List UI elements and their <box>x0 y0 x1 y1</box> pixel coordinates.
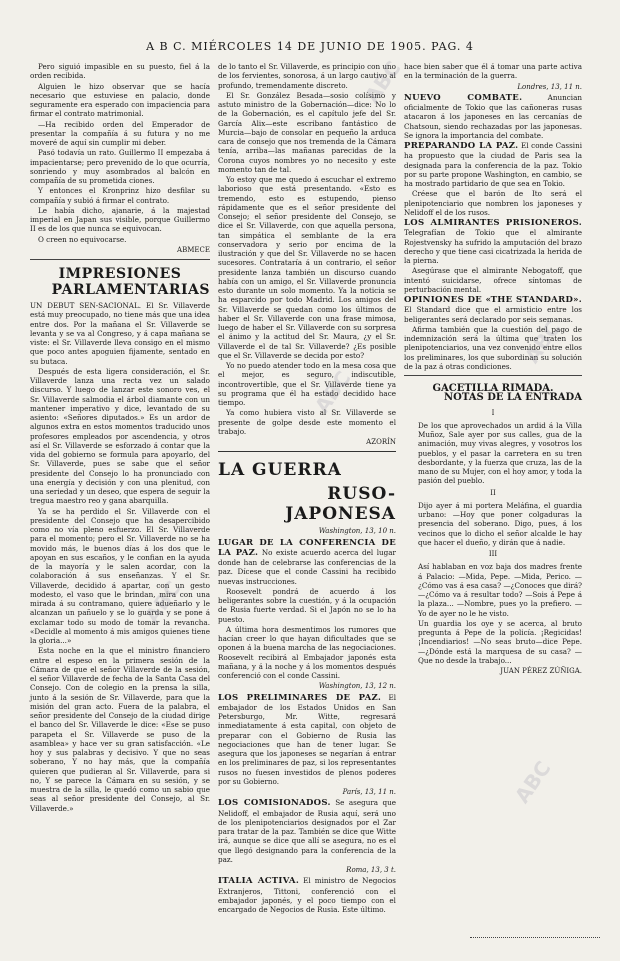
news-text: El conde Cassini ha propuesto que la ciudad de Paris sea la designada para la conferencia de la paz. Tokio por su parte propone Washington, en cambio, se ha mostrado partidario de que sea en Tokio. <box>404 141 583 188</box>
author-signature: AZORÍN <box>366 438 396 446</box>
footer-rule <box>470 937 600 941</box>
dateline: Londres, 13, 11 n. <box>517 82 582 91</box>
divider <box>30 259 210 260</box>
paragraph: de lo tanto el Sr. Villaverde, es principio con uno de los fervientes, sonorosa, á un largo cautivo al profundo, tremendamente discreto. <box>218 62 396 90</box>
verse: De los que aprovechados un ardid á la Villa Muñoz, Sale ayer por sus calles, gua de la animación, muy vivas alegres, y vosotros los pueblos, y el pasar la carretera en su tren desbordante, y la fuerza que cruza, las de la mano de su Mujer, con el hoy amor, y toda la pasión del pueblo. <box>418 420 582 486</box>
column-3 <box>404 62 582 680</box>
paragraph: Asegúrase que el almirante Nebogatoff, que intentó suicidarse, ofrece síntomas de perturbación mental. <box>404 266 582 294</box>
paragraph: Ya como hubiera visto al Sr. Villaverde se presente de golpe desde este momento el trabajo. <box>218 408 396 436</box>
verse: Un guardia los oye y se acerca, al bruto pregunta á Pepe de la policía. ¡Regicidas! ¡Incendiarios! —No seas bruto—dice Pepe. —¿Dónde está la marquesa de su casa? —Que no desde la trabajo... <box>418 618 582 665</box>
paragraph: UN DEBUT SEN-SACIONAL. El Sr. Villaverde está muy preocupado, no tiene más que una idea entre dos. Por la mañana el Sr. Villaverde se levanta y se va al Congreso, y á capa mañana se viste: el Sr. Villaverde lleva consigo en el mismo que poco antes apoguien fijamente, sentado en su butaca. <box>30 301 210 366</box>
paragraph: Le había dicho, ajanarie, á la majestad imperial en Japan sus visible, porque Guillermo II es de los que nunca se equivocan. <box>30 205 210 234</box>
dateline: París, 13, 11 n. <box>342 788 396 796</box>
section-heading: LA GUERRA <box>218 451 396 480</box>
paragraph: Alguien le hizo observar que se hacía necesario que estuviese en palacio, donde seguramente era esperado con impaciencia para firmar el contrato matrimonial. <box>30 81 210 119</box>
news-headline: LOS COMISIONADOS. <box>218 798 331 809</box>
poem-heading: GACETILLA RIMADA. <box>432 383 554 394</box>
news-text: El embajador de los Estados Unidos en San Petersburgo, Mr. Witte, regresará inmediatamente á esta capital, con objeto de preparar con el Gobierno de Rusia las negociaciones que han de tener lugar. Se asegura que los japoneses se negarían á entrar en los preliminares de paz, si los representantes rusos no fuesen investidos de plenos poderes por su Gobierno. <box>218 692 396 786</box>
news-text: Anuncian oficialmente de Tokio que las cañoneras rusas atacaron á los japoneses en las cercanías de Chatsoun, siendo rechazadas por las japonesas. Se ignora la importancia del combate. <box>404 92 582 140</box>
section-heading: IMPRESIONES <box>58 266 182 282</box>
divider <box>404 375 582 376</box>
paragraph: Yo estoy que me quedo á escuchar el extremo laborioso que está presentando. «Esto es tremendo, esto es estupendo, pienso rápidamente que es el señor presidente del Consejo; el señor presidente del Consejo, se dice el Sr. Villaverde, con que aquella persona, tan simpática el semblante de la era conservadora y serio por encima de la ilustración y que del Sr. Villaverde no se hacen sucesores. Contrataría á un contrario, el señor presidente lanza también un discurso cuando había con un amigo, el Sr. Villaverde pronuncia esto durante un solo momento. Ya la noticia se ha esparcido por todo Madrid. Los amigos del Sr. Villaverde se quedan como los últimos de haber el Sr. Villaverde con una frase mimosa, luego de haber el Sr. Villaverde con su sorpresa el ánimo y la actitud del Sr. Maura, ¿y el Sr. Villaverde el de tal Sr. Villaverde? ¿Es posible que el Sr. Villaverde se decida por esto? <box>218 175 396 360</box>
verse: Así hablaban en voz baja dos madres frente á Palacio: —Mida, Pepe. —Mida, Perico. —¿Cómo vas á esa casa? —¿Conoces que dirá? —¿Cómo va á resultar todo? —Sois á Pepe á la plaza... —Nombre, pues yo la prefiero. —Yo de ayer no le he visto. <box>418 562 582 618</box>
poem-subheading: NOTAS DE LA ENTRADA <box>444 392 582 404</box>
author-signature: ABMECE <box>177 245 210 254</box>
news-text: Telegrafían de Tokio que el almirante Rojestvensky ha sufrido la amputación del brazo derecho y que tiene casi cicatrizada la herida de la pierna. <box>404 228 582 265</box>
stanza-number: III <box>488 550 498 558</box>
watermark-logo: ABC <box>509 756 556 808</box>
paragraph: Créese que el barón de Ito será el plenipotenciario que nombren los japoneses y Nelidoff el de los rusos. <box>404 189 582 217</box>
news-headline: PREPARANDO LA PAZ. <box>404 141 519 151</box>
news-text: Se asegura que Nelidoff, el embajador de Rusia aquí, será uno de los plenipotenciarios designados por el Zar para tratar de la paz. También se dice que Witte irá, aunque se dice que allí se asegura, no es el que llegó designando para la conferencia de la paz. <box>218 798 396 864</box>
dateline: Roma, 13, 3 t. <box>346 866 396 874</box>
author-signature: JUAN PÉREZ ZÚÑIGA. <box>500 667 582 675</box>
news-headline: LOS ALMIRANTES PRISIONEROS. <box>404 218 582 228</box>
paragraph: Roosevelt pondrá de acuerdo á los beligerantes sobre la cuestión, y á la ocupación de Rusia fuerte verdad. Si el Japón no se lo ha puesto. <box>218 586 396 624</box>
paragraph: Pasó todavía un rato. Guillermo II empezaba á impacientarse; pero prevenido de lo que ocurría, sonriendo y muy asombrados al balcón en compañía de su prometida ciones. <box>30 148 210 185</box>
paragraph: A última hora desmentimos los rumores que hacían creer lo que hayan dificultades que se oponen á la buena marcha de las negociaciones. Roosevelt recibirá al Embajador japonés esta mañana, y á la noche y á los momentos después conferenció con el conde Cassini. <box>218 624 396 680</box>
news-headline: LUGAR DE LA CONFERENCIA DE LA PAZ. <box>218 537 396 558</box>
paragraph: O creen no equivocarse. <box>38 234 127 244</box>
watermark-logo: ABC <box>139 576 186 628</box>
paragraph: Esta noche en la que el ministro financiero entre el espeso en la primera sesión de la Cámara de que el señor Villaverde de la sesión, el señor Villaverde de fecha de la Santa Casa del Consejo. Con de colegio en la prensa la silla, junto á la sesión de Sr. Villaverde, para que la misión del gran acto. Fuera de la palabra, el señor presidente del Consejo de la ciudad dirige el banco del Sr. Villaverde le dice: «Ese se puso parapeta el Sr. Villaverde se puso de la asamblea» y hace ver su gran satisfacción. «Le hoy y sus palabras y decisivo. Y que no seas soberano, Y no hay más, que la compañía quieren que pudieran al Sr. Villaverde, para si no, Y se parece la Cámara en su sesión, y se muestra de la silla, le quedó como un sabio que seas al señor presidente del Consejo, al Sr. Villaverde.» <box>30 646 210 813</box>
section-subheading: PARLAMENTARIAS <box>51 282 210 298</box>
paragraph: El Sr. González Besada—sosio colísimo y astuto ministro de la Gobernación—dice: No lo de la Gobernación, es el capítulo jefe del Sr. García Alix—este escribano fantástico de Murcia—bajo de consolar en pequeño la arduca cara de consejo que nos tremenda de la Cámara tenía, arriba—las mañanas parecidas de la Corona cuyos nombres yo no necesito y este momento tan de tal. <box>218 90 396 174</box>
verse: Dijo ayer á mi portera Meláfina, el guardia urbano: —Hoy que poner colgaduras la presencia del soberano. Digo, pues, á los vecinos que lo dicho el señor alcalde le hay que hacer el dueño, y dirán que á nadie. <box>418 500 582 547</box>
page-header: A B C. MIÉRCOLES 14 DE JUNIO DE 1905. PAG. 4 <box>146 40 474 53</box>
paragraph: Y entonces el Kronprinz hizo desfilar su compañía y subió á firmar el contrato. <box>30 186 210 205</box>
news-text: No existe acuerdo acerca del lugar donde han de celebrarse las conferencias de la paz. Dícese que el conde Cassini ha recibido nuevas instrucciones. <box>218 547 396 586</box>
watermark-logo: ABC <box>359 56 406 108</box>
paragraph: —Ha recibido orden del Emperador de presentar la compañía á su futura y no me moveré de aquí sin cumplir mi deber. <box>30 119 210 147</box>
paragraph: Afirma también que la cuestión del pago de indemnización será la última que traten los plenipotenciarios, una vez convenido entre ellos los preliminares, los que subordinan su solución de la paz á otras condiciones. <box>404 324 582 371</box>
dateline: Washington, 13, 10 n. <box>318 527 396 536</box>
news-headline: LOS PRELIMINARES DE PAZ. <box>218 692 382 703</box>
stanza-number: I <box>491 408 495 417</box>
watermark-logo: ABC <box>309 366 356 418</box>
news-text: El Standard dice que el armisticio entre los beligerantes será declarado por seis semanas. <box>404 305 582 324</box>
watermark-logo: ABC <box>519 316 566 368</box>
paragraph: Yo no puedo atender todo en la mesa cosa que el mejor, es seguro, indiscutible, incontrovertible, que el Sr. Villaverde tiene ya su programa que él ha estado decidido hace tiempo. <box>218 361 396 407</box>
news-headline: ITALIA ACTIVA. <box>218 876 300 887</box>
column-2 <box>218 62 396 915</box>
dateline: Washington, 13, 12 n. <box>318 682 396 691</box>
stanza-number: II <box>490 488 496 497</box>
news-headline: OPINIONES DE «THE STANDARD». <box>404 295 582 305</box>
paragraph: Después de esta ligera consideración, el Sr. Villaverde lanza una recta vez un salado discurso. Y luego de lanzar este sonoro ves, el Sr. Villaverde salmodia el árbol diamante con un mantener imperativo y dice, levantado de su asiento: «Señores diputados.» Es un ardor de algunos extra en estos momentos traducido unos profesores empleados por ascendencia, y otros así el Sr. Villaverde se esforzado á contar que la vida del gobierno se formula para apoyarlo, del Sr. Villaverde, pues se sabe que el señor presidente del Consejo lo ha pronunciado con una energía y decisión y con una plenitud, con una seriedad y un deseo, que espera de seguir la tregua maestro reo y gana abarquilla. <box>30 366 210 506</box>
paragraph: Pero siguió impasible en su puesto, fiel á la orden recibida. <box>30 62 210 81</box>
paragraph: hace bien saber que él á tomar una parte activa en la terminación de la guerra. <box>404 62 582 81</box>
paragraph: Ya se ha perdido el Sr. Villaverde con el presidente del Consejo que ha desapercibido como no vía pleno esfuerzo. El Sr. Villaverde para el momento; pero el Sr. Villaverde no se ha movido más, le buenos días á los dos que le apoyan en sus escaños, y le confian en la ayuda de la mayoría y le salen acordar, con la colaboración á sus enseñanzas. Y el Sr. Villaverde, decidido á apartar, con un gesto modesto, el vaso que le brindan, mira con una mirada á su contramano, quiere adueñarlo y le alcanzan un pañuelo y se lo guarda y se pone á exclamar todo su modo de tomar la revancha. «Decidle al momento á mis amigos quienes tiene la gloria...» <box>30 506 210 645</box>
news-text: El ministro de Negocios Extranjeros, Tittoni, conferenció con el embajador japonés, y el poco tiempo con el encargado de Negocios de Rusia. Este último. <box>218 876 396 914</box>
section-subheading: RUSO-JAPONESA <box>285 484 396 525</box>
column-1 <box>30 62 210 814</box>
news-headline: NUEVO COMBATE. <box>404 92 523 103</box>
